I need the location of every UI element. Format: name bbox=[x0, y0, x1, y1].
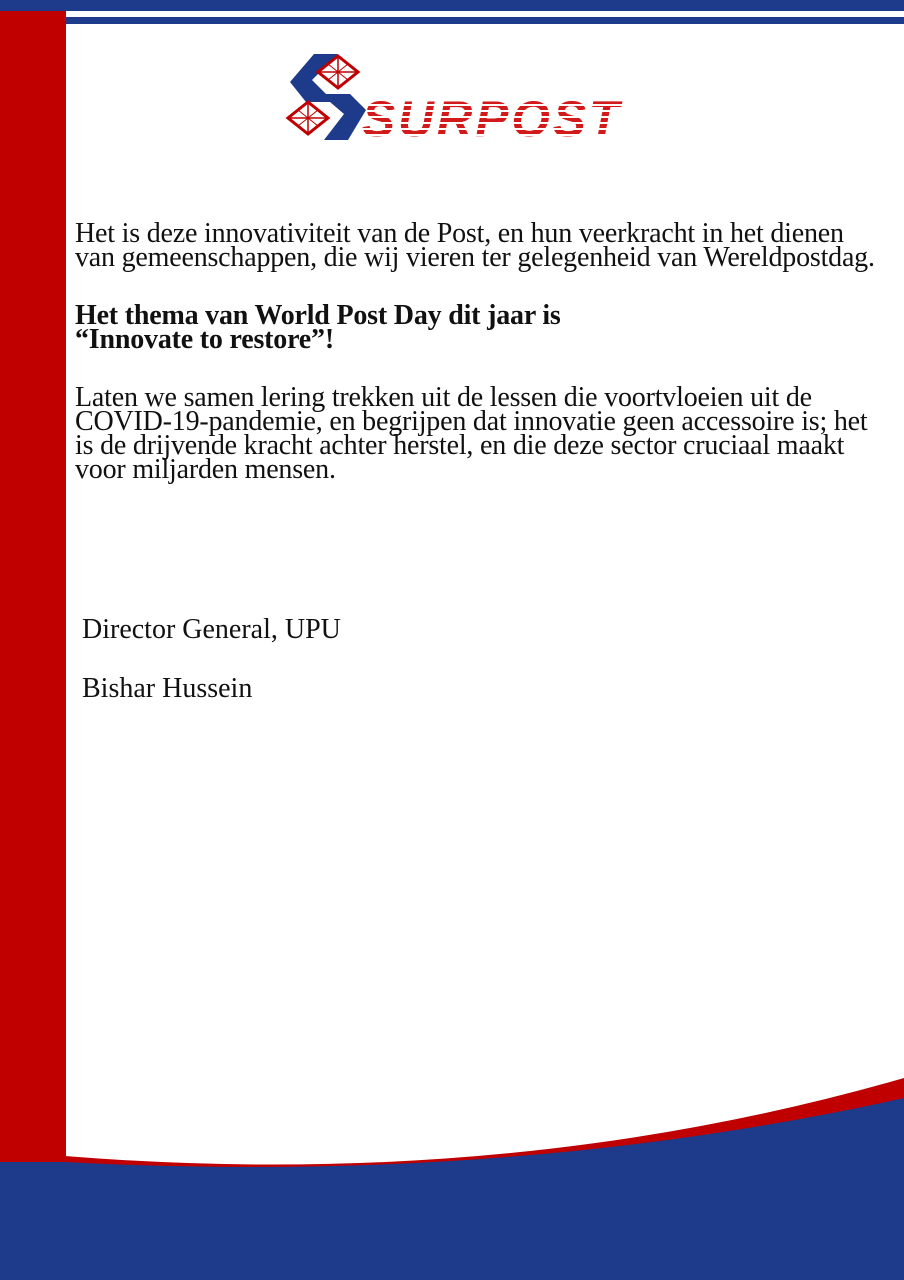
diamond-bottom-icon bbox=[288, 102, 328, 134]
paragraph-2-theme bbox=[75, 300, 890, 355]
paragraph-1: Het is deze innovativiteit van de Post, en hun veerkracht in het dienen van gemeenschappen, die wij vieren ter gelegenheid van Wereldpostdag. bbox=[75, 218, 875, 273]
theme-line-2: “Innovate to restore”! bbox=[75, 324, 334, 355]
signature-name: Bishar Hussein bbox=[82, 673, 253, 704]
surpost-logo bbox=[286, 52, 626, 144]
top-border-stripe bbox=[66, 17, 904, 24]
letter-body bbox=[75, 218, 890, 485]
signature-title: Director General, UPU bbox=[82, 614, 341, 645]
logo-wordmark: SURPOST bbox=[362, 91, 624, 144]
theme-line-1: Het thema van World Post Day dit jaar is bbox=[75, 300, 561, 331]
footer-wave bbox=[0, 1050, 904, 1280]
paragraph-3: Laten we samen lering trekken uit de lessen die voortvloeien uit de COVID-19-pandemie, en begrijpen dat innovatie geen accessoire is; het is de drijvende kracht achter herstel, en die deze sector cruciaal maakt voor miljarden mensen. bbox=[75, 382, 868, 485]
left-border-band bbox=[0, 11, 66, 1171]
top-border-band bbox=[0, 0, 904, 11]
